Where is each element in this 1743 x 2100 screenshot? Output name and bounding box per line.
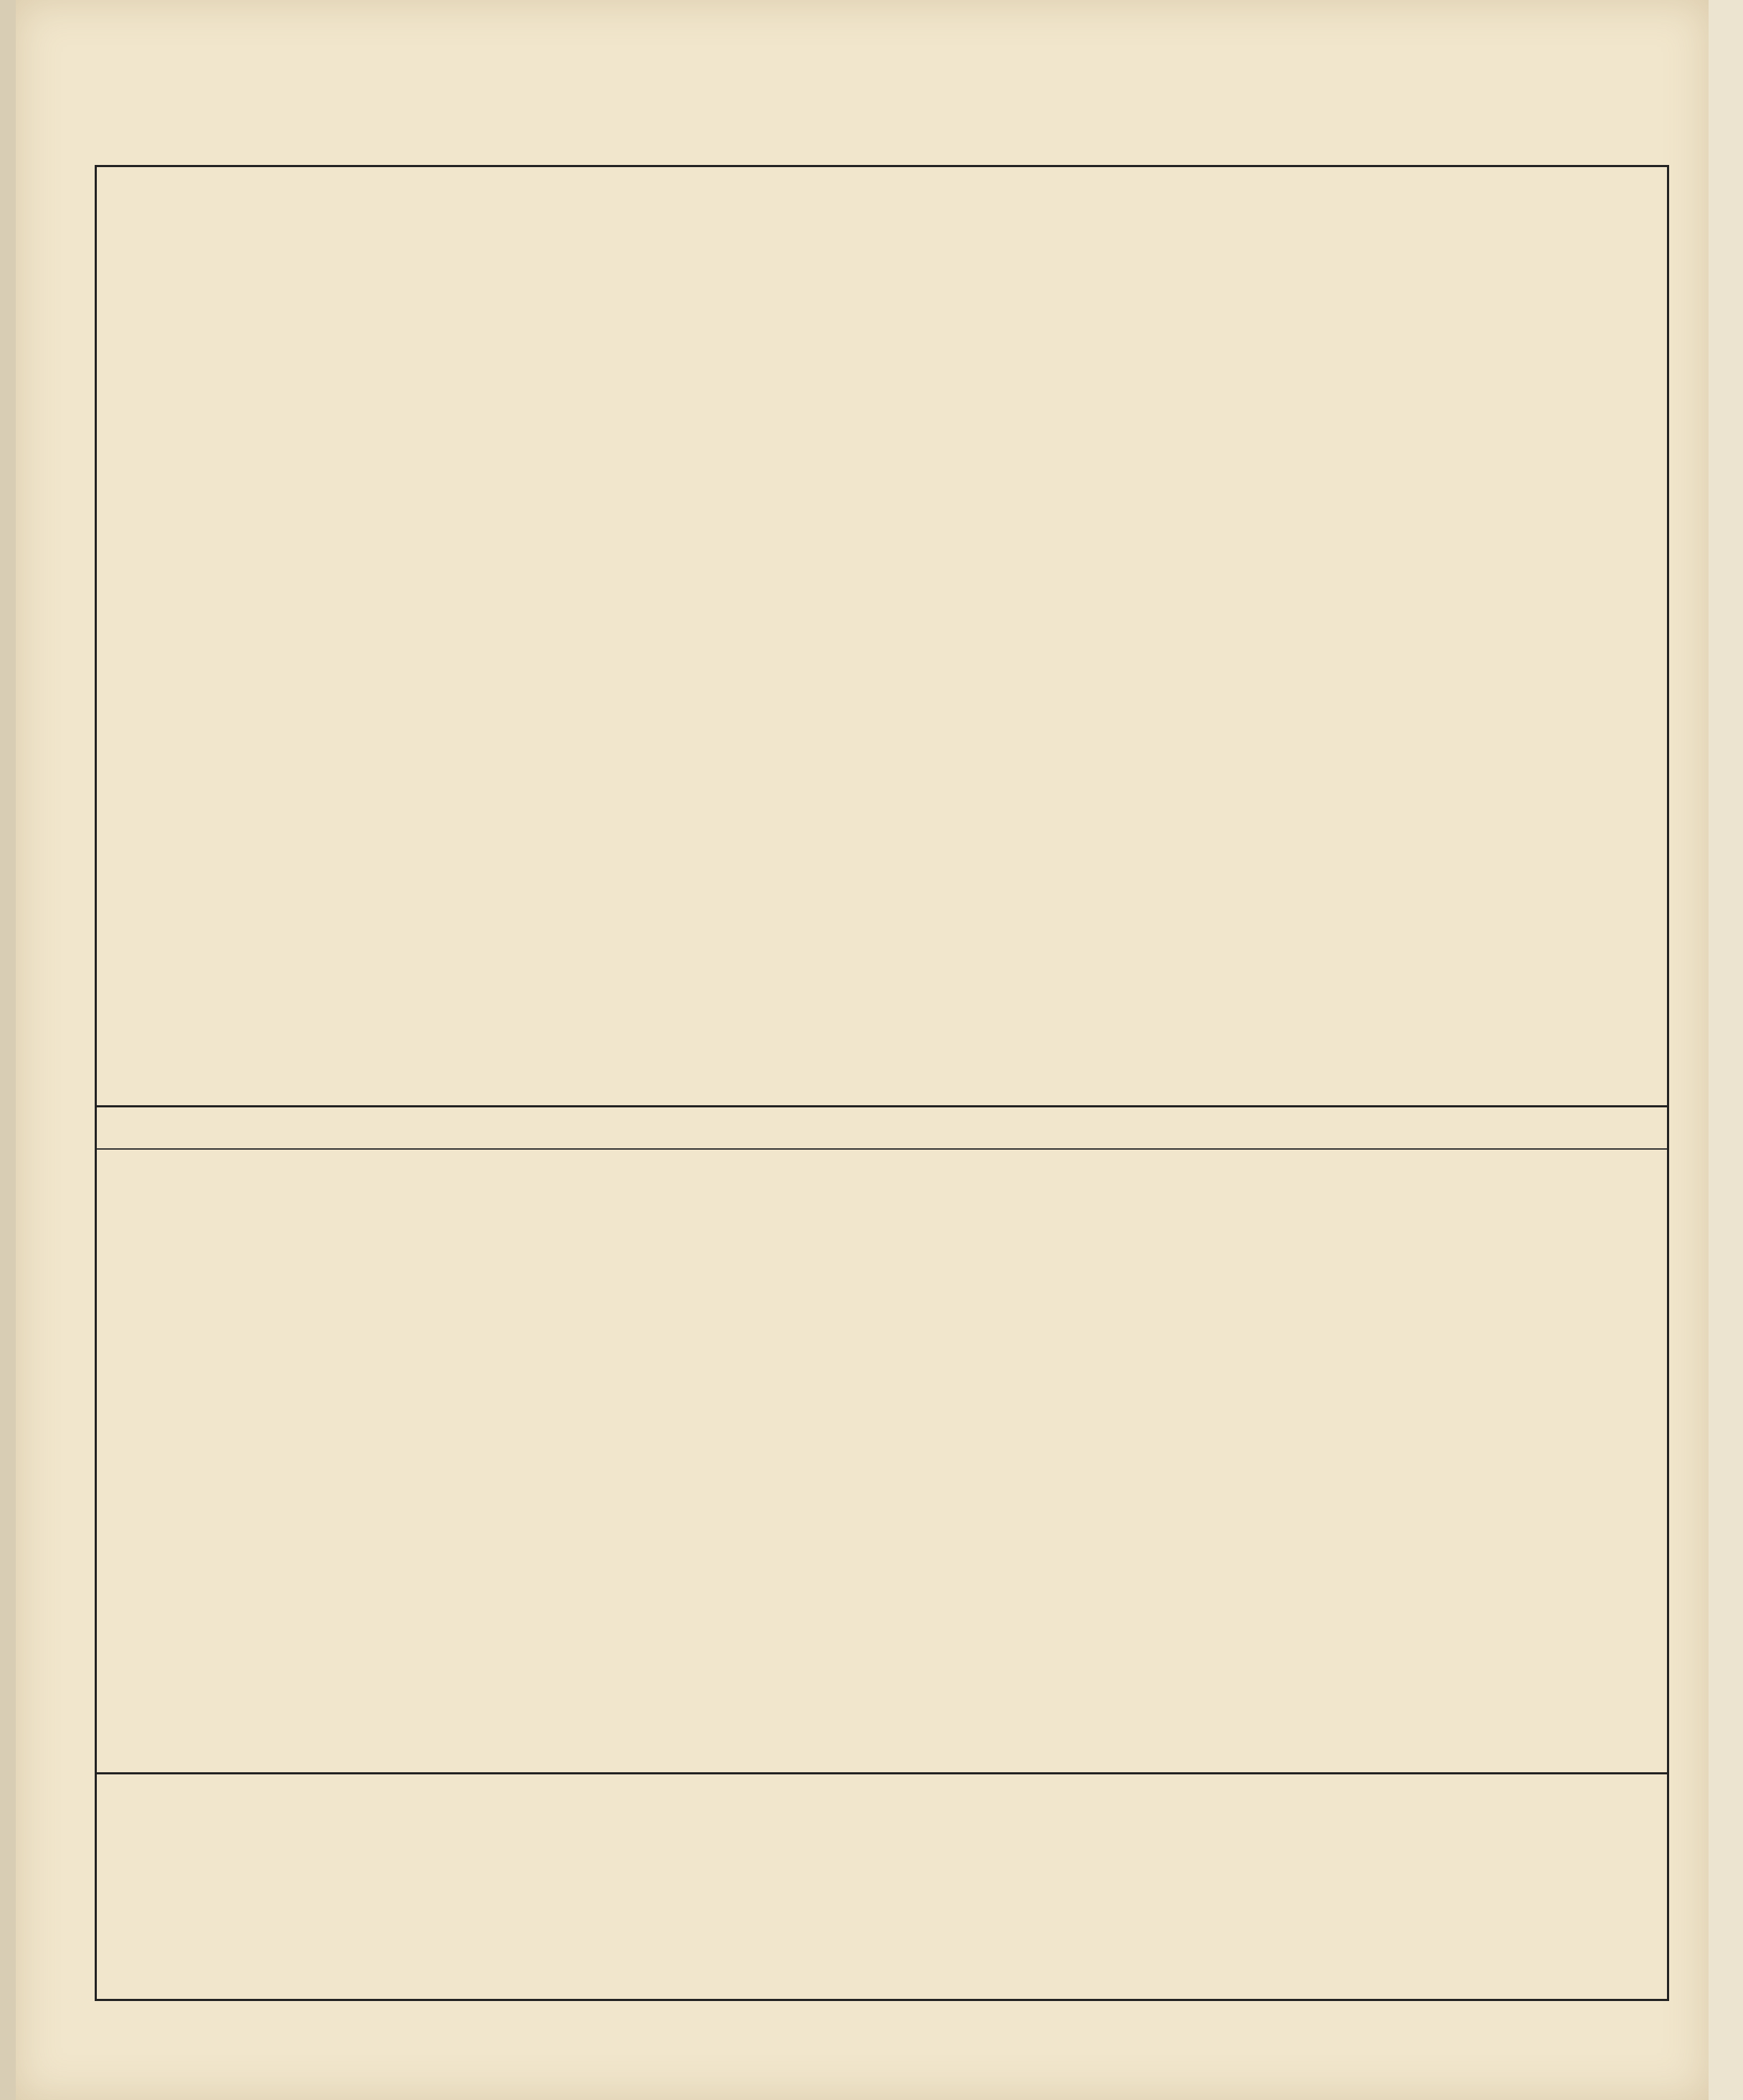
stopover-box <box>97 1772 1667 2005</box>
page-binding <box>0 0 16 2100</box>
station-index-grid <box>97 167 1667 1105</box>
principal-points-grid <box>97 1148 1667 1774</box>
timetable-page <box>16 0 1709 2100</box>
section-divider <box>97 1105 1667 1107</box>
index-frame <box>95 165 1669 2001</box>
